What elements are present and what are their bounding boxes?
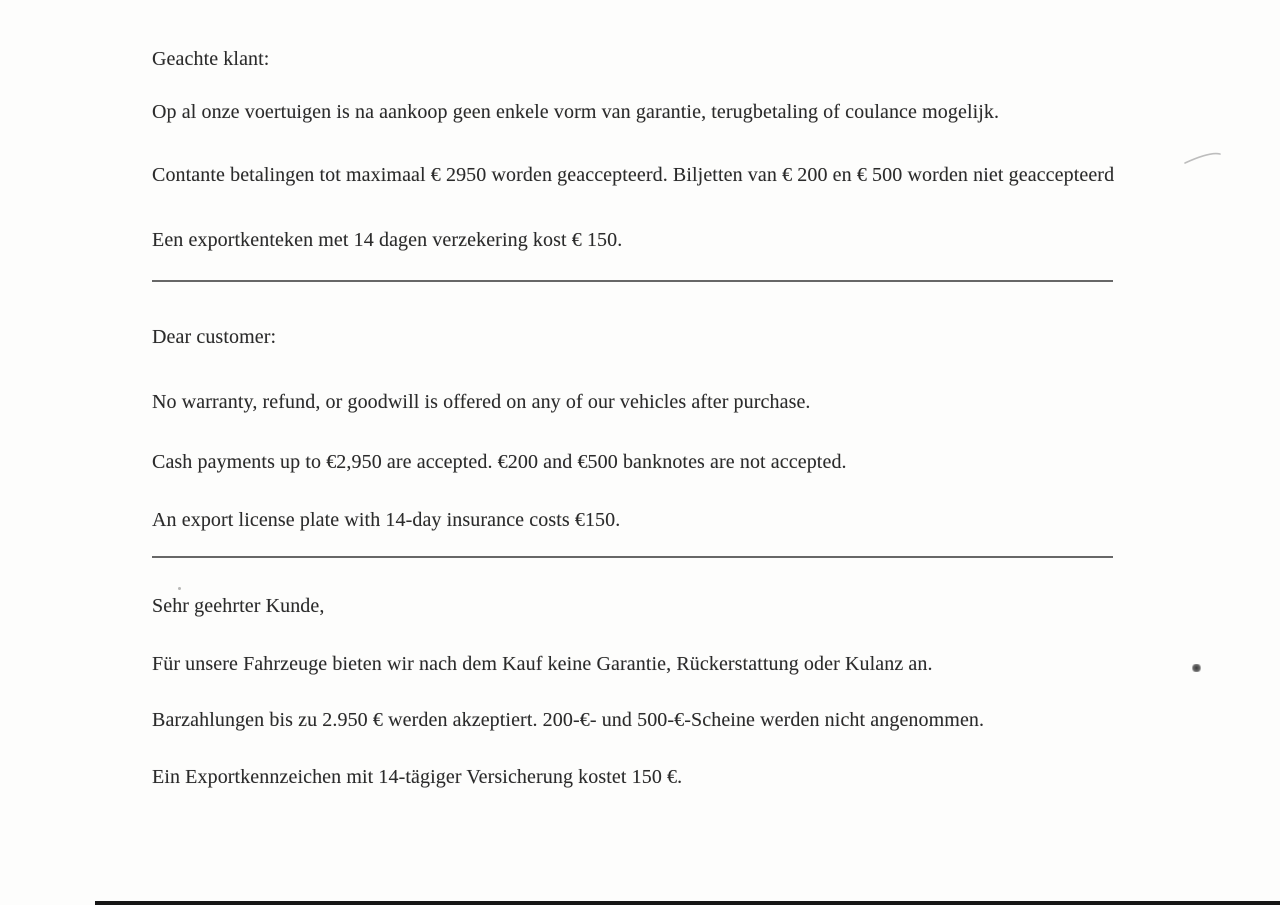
dutch-cash-paragraph: Contante betalingen tot maximaal € 2950 worden geaccepteerd. Biljetten van € 200 en € 500 worden niet geaccepteerd [152, 164, 1115, 186]
german-warranty-paragraph: Für unsere Fahrzeuge bieten wir nach dem Kauf keine Garantie, Rückerstattung oder Kulanz an. [152, 653, 933, 675]
greeting-english: Dear customer: [152, 326, 277, 348]
section-divider-1 [152, 280, 1113, 282]
pen-stroke-artifact [1182, 150, 1222, 168]
english-warranty-paragraph: No warranty, refund, or goodwill is offered on any of our vehicles after purchase. [152, 391, 811, 413]
section-divider-2 [152, 556, 1113, 558]
dutch-export-plate-paragraph: Een exportkenteken met 14 dagen verzekering kost € 150. [152, 229, 623, 251]
english-cash-paragraph: Cash payments up to €2,950 are accepted. €200 and €500 banknotes are not accepted. [152, 451, 847, 473]
dutch-warranty-paragraph: Op al onze voertuigen is na aankoop geen enkele vorm van garantie, terugbetaling of coulance mogelijk. [152, 101, 1000, 123]
speck-artifact [1192, 664, 1201, 672]
german-export-plate-paragraph: Ein Exportkennzeichen mit 14-tägiger Versicherung kostet 150 €. [152, 766, 683, 788]
speck-artifact-small [178, 587, 181, 590]
greeting-dutch: Geachte klant: [152, 48, 270, 70]
scan-edge-artifact [95, 901, 1280, 905]
greeting-german: Sehr geehrter Kunde, [152, 595, 325, 617]
german-cash-paragraph: Barzahlungen bis zu 2.950 € werden akzeptiert. 200-€- und 500-€-Scheine werden nicht angenommen. [152, 709, 985, 731]
english-export-plate-paragraph: An export license plate with 14-day insurance costs €150. [152, 509, 621, 531]
